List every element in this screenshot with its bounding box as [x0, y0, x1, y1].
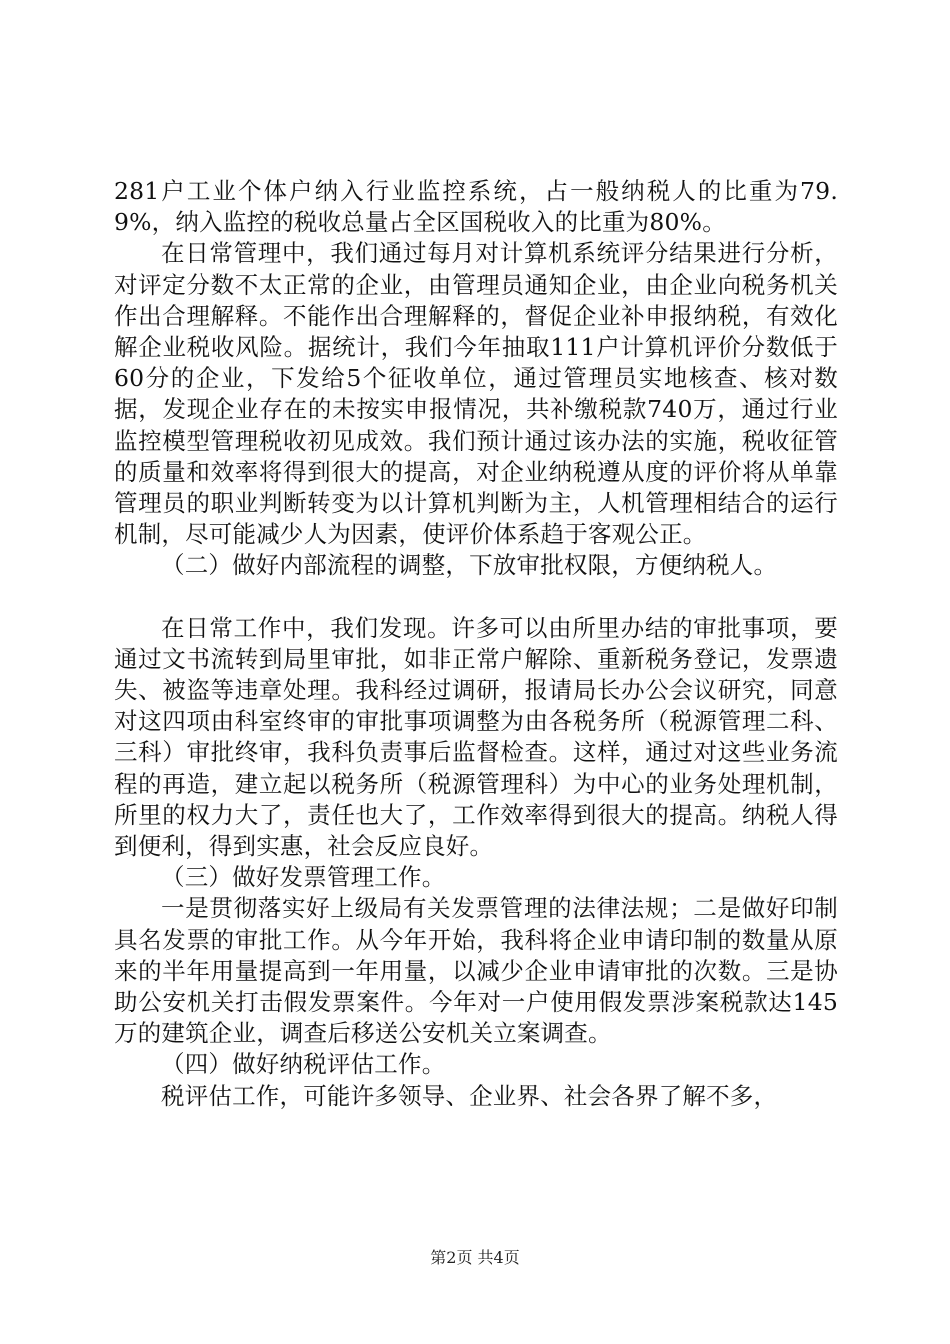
paragraph-daily-work: 在日常工作中，我们发现。许多可以由所里办结的审批事项，要通过文书流转到局里审批，如非正常户解除、重新税务登记，发票遗失、被盗等违章处理。我科经过调研，报请局长办公会议研究，同意对这四项由科室终审的审批事项调整为由各税务所（税源管理二科、三科）审批终审，我科负责事后监督检查。这样，通过对这些业务流程的再造，建立起以税务所（税源管理科）为中心的业务处理机制，所里的权力大了，责任也大了，工作效率得到很大的提高。纳税人得到便利，得到实惠，社会反应良好。 [114, 613, 838, 861]
heading-section-two: （二）做好内部流程的调整，下放审批权限，方便纳税人。 [161, 551, 778, 580]
heading-section-three: （三）做好发票管理工作。 [161, 863, 446, 892]
document-body [114, 176, 838, 1112]
page-number-footer: 第2页 共4页 [430, 1248, 520, 1267]
paragraph-continuation: 281户工业个体户纳入行业监控系统，占一般纳税人的比重为79.9%，纳入监控的税收总量占全区国税收入的比重为80%。 [114, 177, 838, 237]
paragraph-tax-assessment: 税评估工作，可能许多领导、企业界、社会各界了解不多， [161, 1081, 778, 1110]
heading-section-four: （四）做好纳税评估工作。 [161, 1050, 446, 1079]
paragraph-daily-management: 在日常管理中，我们通过每月对计算机系统评分结果进行分析，对评定分数不太正常的企业，由管理员通知企业，由企业向税务机关作出合理解释。不能作出合理解释的，督促企业补申报纳税，有效化解企业税收风险。据统计，我们今年抽取111户计算机评价分数低于60分的企业，下发给5个征收单位，通过管理员实地核查、核对数据，发现企业存在的未按实申报情况，共补缴税款740万，通过行业监控模型管理税收初见成效。我们预计通过该办法的实施，税收征管的质量和效率将得到很大的提高，对企业纳税遵从度的评价将从单靠管理员的职业判断转变为以计算机判断为主，人机管理相结合的运行机制，尽可能减少人为因素，使评价体系趋于客观公正。 [114, 239, 838, 549]
paragraph-invoice-management: 一是贯彻落实好上级局有关发票管理的法律法规；二是做好印制具名发票的审批工作。从今年开始，我科将企业申请印制的数量从原来的半年用量提高到一年用量，以减少企业申请审批的次数。三是协助公安机关打击假发票案件。今年对一户使用假发票涉案税款达145万的建筑企业，调查后移送公安机关立案调查。 [114, 894, 838, 1048]
